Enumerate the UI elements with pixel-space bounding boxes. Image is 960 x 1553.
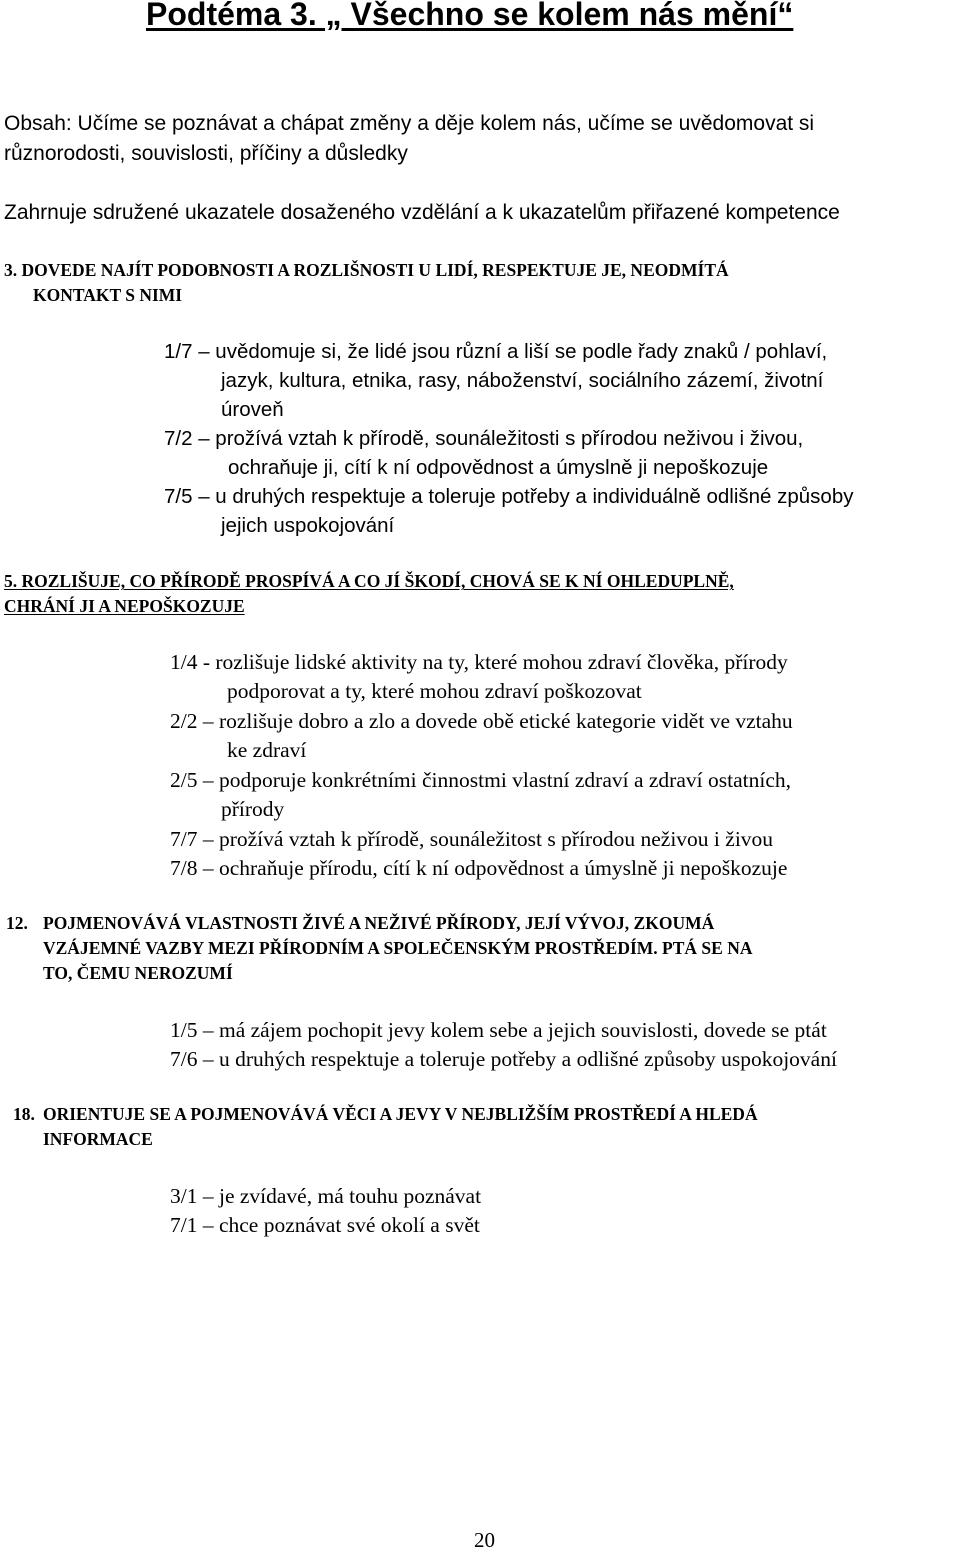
section-5-item-line: 7/8 – ochraňuje přírodu, cítí k ní odpovědnost a úmyslně ji nepoškozuje: [170, 856, 788, 880]
section-12-item: 7/6 – u druhých respektuje a toleruje potřeby a odlišné způsoby uspokojování: [170, 1047, 837, 1071]
section-3-item-line: 7/5 – u druhých respektuje a toleruje potřeby a individuálně odlišné způsoby: [164, 485, 854, 508]
section-3-item-line: jazyk, kultura, etnika, rasy, náboženství, sociálního zázemí, životní: [221, 369, 824, 392]
section-18-number: 18.: [13, 1104, 35, 1124]
page-number: 20: [474, 1528, 495, 1552]
page-title: Podtéma 3. „ Všechno se kolem nás mění“: [146, 0, 794, 32]
section-3-heading-line-2: KONTAKT S NIMI: [33, 285, 183, 305]
section-5-item-line: 2/2 – rozlišuje dobro a zlo a dovede obě etické kategorie vidět ve vztahu: [170, 709, 793, 733]
section-3-item-line: ochraňuje ji, cítí k ní odpovědnost a úmyslně ji nepoškozuje: [228, 456, 769, 479]
section-3-item-line: úroveň: [221, 398, 284, 421]
section-5-item-line: 2/5 – podporuje konkrétními činnostmi vlastní zdraví a zdraví ostatních,: [170, 768, 791, 792]
section-3-item-line: 7/2 – prožívá vztah k přírodě, sounáležitosti s přírodou neživou i živou,: [164, 427, 804, 450]
section-18-heading-line-2: INFORMACE: [43, 1129, 153, 1149]
section-12-heading-line-1: POJMENOVÁVÁ VLASTNOSTI ŽIVÉ A NEŽIVÉ PŘÍRODY, JEJÍ VÝVOJ, ZKOUMÁ: [43, 913, 715, 933]
section-18-heading-line-1: ORIENTUJE SE A POJMENOVÁVÁ VĚCI A JEVY V NEJBLIŽŠÍM PROSTŘEDÍ A HLEDÁ: [43, 1104, 758, 1124]
obsah-line-2: různorodosti, souvislosti, příčiny a důsledky: [4, 142, 408, 165]
section-5-item-line: 7/7 – prožívá vztah k přírodě, sounáležitost s přírodou neživou i živou: [170, 827, 774, 851]
section-12-heading-line-2: VZÁJEMNÉ VAZBY MEZI PŘÍRODNÍM A SPOLEČENSKÝM PROSTŘEDÍM. PTÁ SE NA: [43, 938, 753, 958]
zahrnuje-text: Zahrnuje sdružené ukazatele dosaženého vzdělání a k ukazatelům přiřazené kompetence: [4, 201, 840, 224]
section-3-item-line: 1/7 – uvědomuje si, že lidé jsou různí a liší se podle řady znaků / pohlaví,: [164, 340, 828, 363]
section-5-item-line: 1/4 - rozlišuje lidské aktivity na ty, které mohou zdraví člověka, přírody: [170, 650, 788, 674]
section-18-item: 7/1 – chce poznávat své okolí a svět: [170, 1213, 480, 1237]
section-12-number: 12.: [6, 913, 28, 933]
section-12-item: 1/5 – má zájem pochopit jevy kolem sebe a jejich souvislosti, dovede se ptát: [170, 1018, 827, 1042]
section-5-item-line: ke zdraví: [227, 738, 307, 762]
section-5-item-line: přírody: [221, 797, 285, 821]
section-5-item-line: podporovat a ty, které mohou zdraví poškozovat: [227, 679, 642, 703]
section-18-item: 3/1 – je zvídavé, má touhu poznávat: [170, 1184, 482, 1208]
section-5-heading-line-2: CHRÁNÍ JI A NEPOŠKOZUJE: [4, 596, 245, 616]
section-5-heading-line-1: 5. ROZLIŠUJE, CO PŘÍRODĚ PROSPÍVÁ A CO JÍ ŠKODÍ, CHOVÁ SE K NÍ OHLEDUPLNĚ,: [4, 571, 734, 591]
section-3-heading-line-1: 3. DOVEDE NAJÍT PODOBNOSTI A ROZLIŠNOSTI U LIDÍ, RESPEKTUJE JE, NEODMÍTÁ: [4, 260, 729, 280]
section-3-item-line: jejich uspokojování: [221, 514, 395, 537]
obsah-line-1: Obsah: Učíme se poznávat a chápat změny a děje kolem nás, učíme se uvědomovat si: [4, 112, 815, 135]
section-12-heading-line-3: TO, ČEMU NEROZUMÍ: [43, 963, 233, 983]
